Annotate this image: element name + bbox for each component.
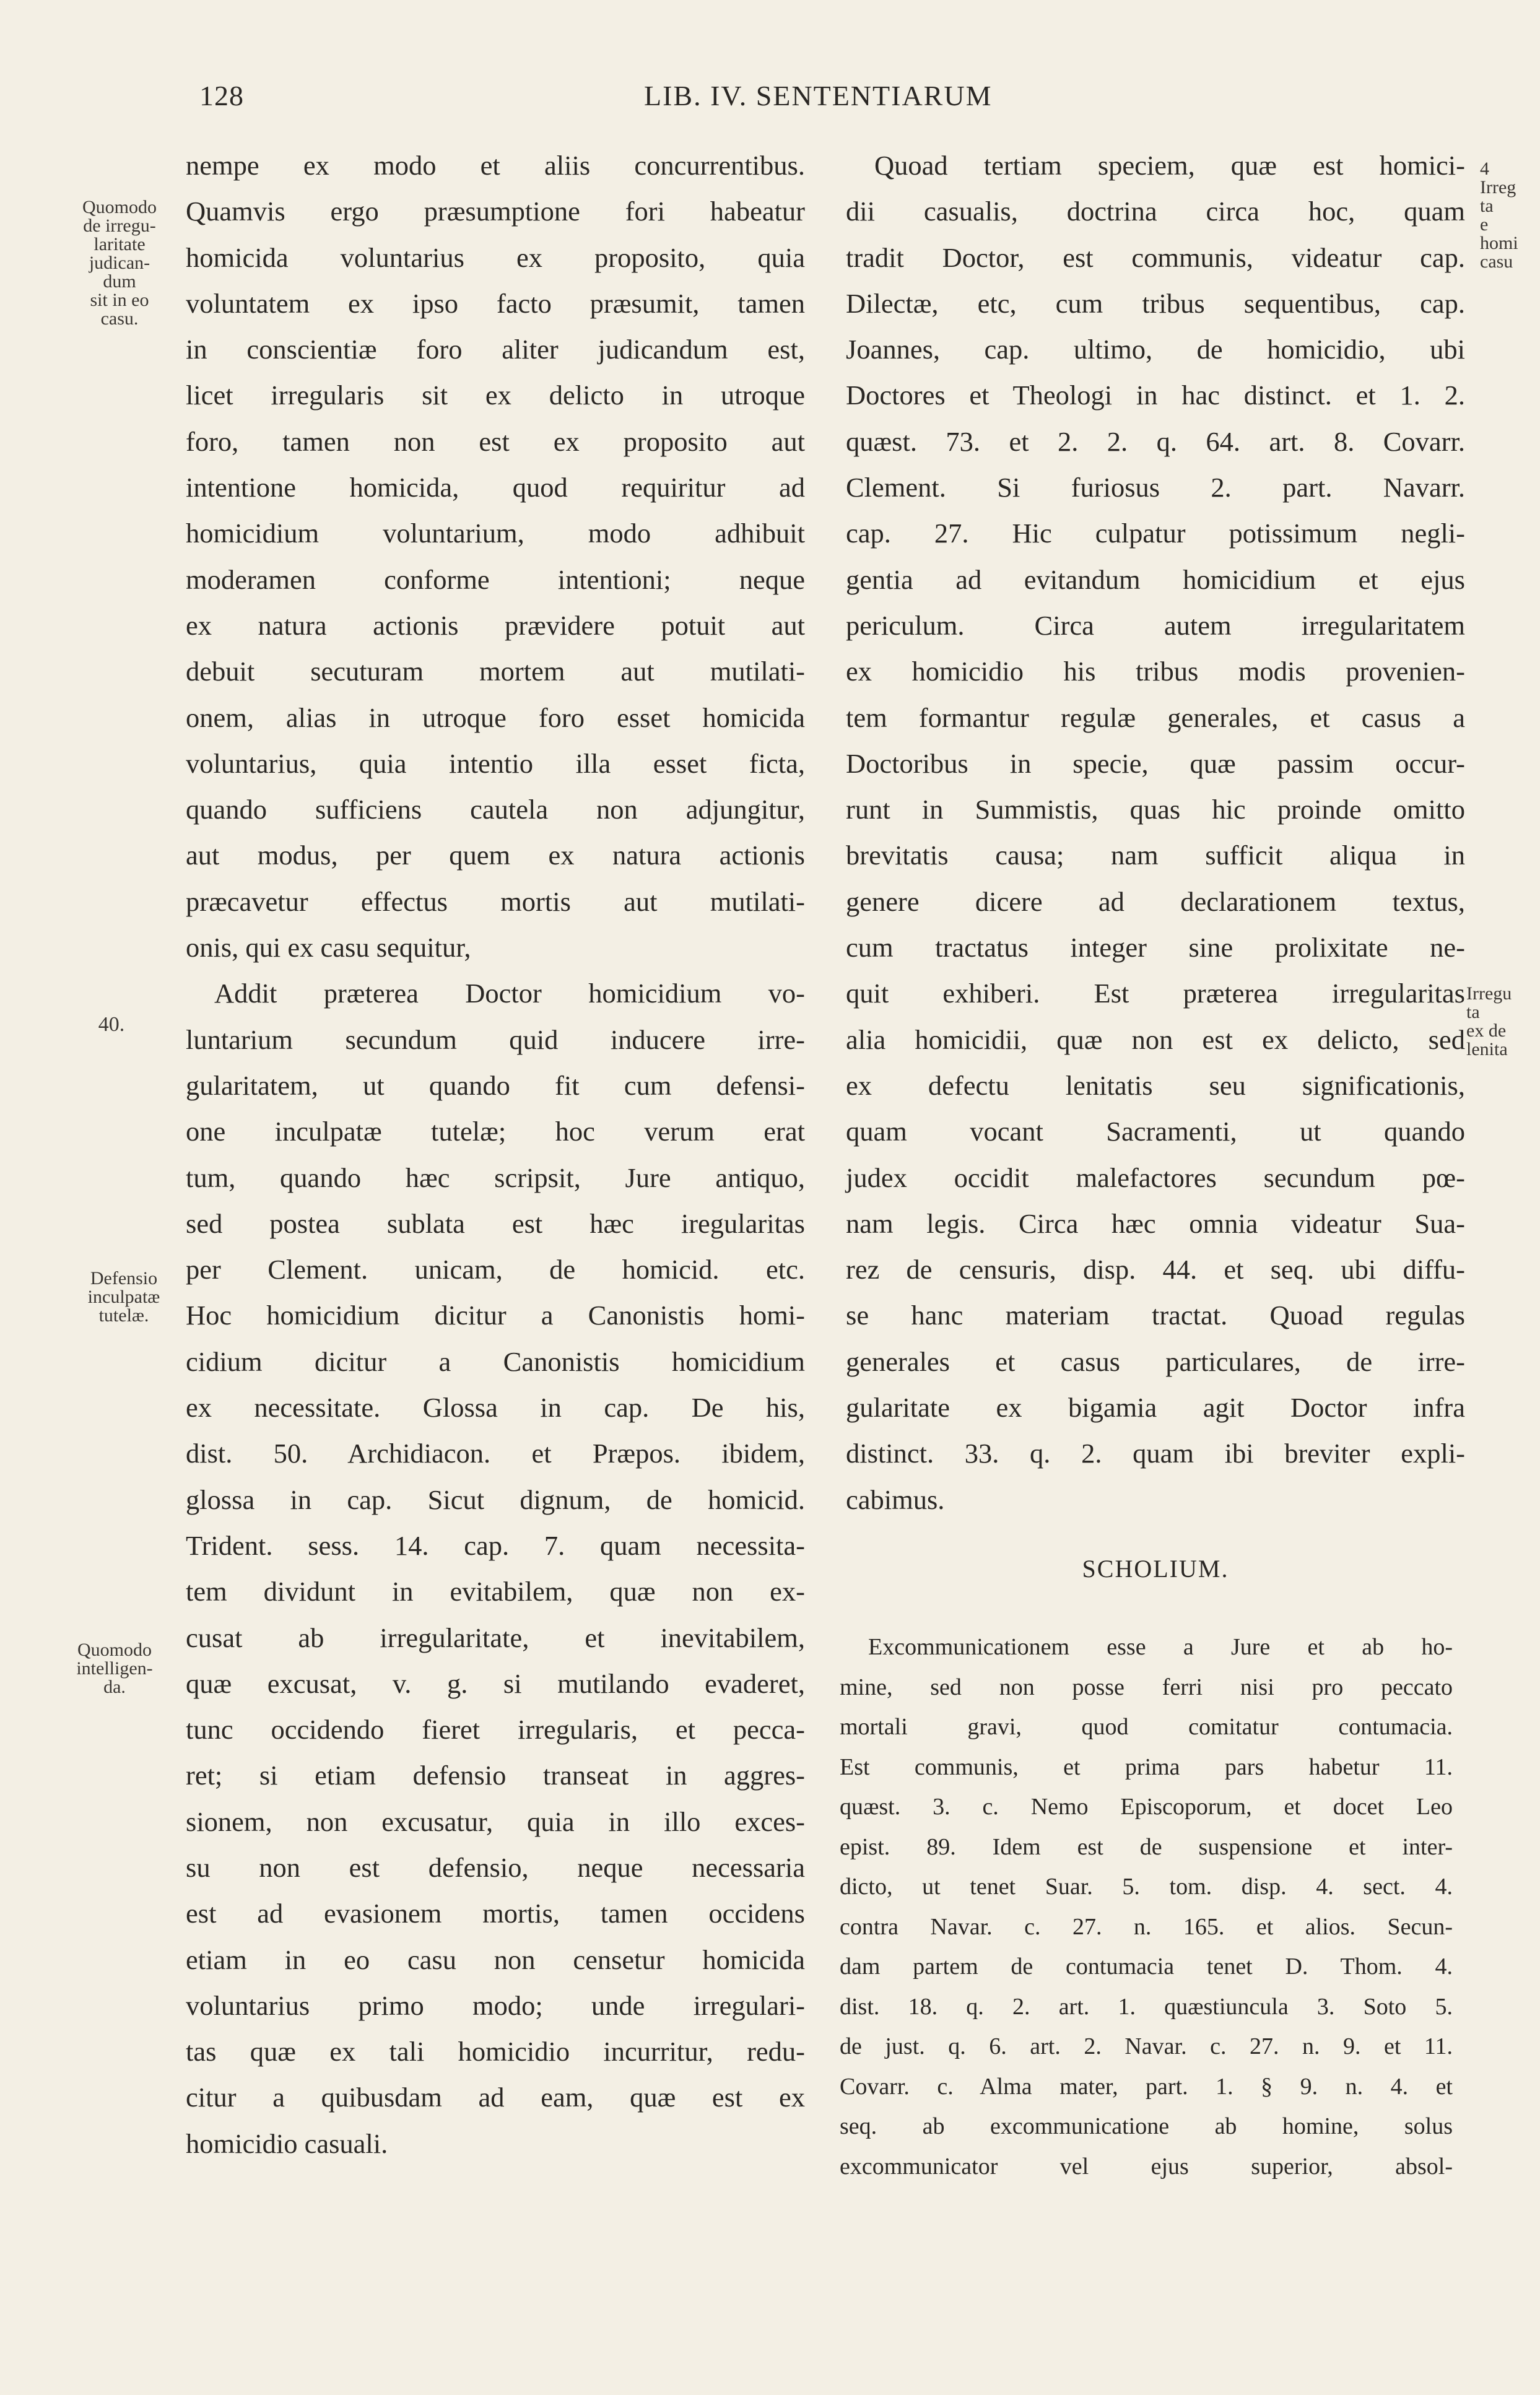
text-line: sed postea sublata est hæc iregularitas xyxy=(186,1207,805,1239)
text-line: moderamen conforme intentioni; neque xyxy=(186,563,805,595)
text-line: contra Navar. c. 27. n. 165. et alios. Secun- xyxy=(840,1913,1453,1940)
margin-note-line: Quomodo xyxy=(82,197,157,217)
text-line: seq. ab excommunicatione ab homine, solus xyxy=(840,2113,1453,2139)
margin-note-quomodo-de-irregularitate xyxy=(54,198,185,328)
text-line: ex defectu lenitatis seu significationis, xyxy=(846,1069,1465,1101)
scholium-heading: SCHOLIUM. xyxy=(1082,1555,1229,1583)
running-head: LIB. IV. SENTENTIARUM xyxy=(644,80,993,111)
text-line: su non est defensio, neque necessaria xyxy=(186,1851,805,1883)
text-line: quit exhiberi. Est præterea irregularitas xyxy=(846,978,1465,1009)
margin-note-section-number xyxy=(87,1015,136,1034)
text-line: rez de censuris, disp. 44. et seq. ubi diffu- xyxy=(846,1254,1465,1285)
text-line: gularitatem, ut quando fit cum defensi- xyxy=(186,1069,805,1101)
text-line: cidium dicitur a Canonistis homicidium xyxy=(186,1345,805,1377)
text-line: cap. 27. Hic culpatur potissimum negli- xyxy=(846,518,1465,549)
text-line: aut modus, per quem ex natura actionis xyxy=(186,840,805,871)
text-line: se hanc materiam tractat. Quoad regulas xyxy=(846,1300,1465,1331)
text-line: foro, tamen non est ex proposito aut xyxy=(186,425,805,457)
text-line: debuit secuturam mortem aut mutilati- xyxy=(186,656,805,687)
text-line: voluntarius, quia intentio illa esset ficta, xyxy=(186,747,805,779)
text-line: glossa in cap. Sicut dignum, de homicid. xyxy=(186,1484,805,1515)
text-line: Covarr. c. Alma mater, part. 1. § 9. n. 4. et xyxy=(840,2073,1453,2100)
text-line: cusat ab irregularitate, et inevitabilem, xyxy=(186,1622,805,1653)
text-line: onis, qui ex casu sequitur, xyxy=(186,932,471,963)
left-column-text xyxy=(186,142,805,2167)
text-line: tem dividunt in evitabilem, quæ non ex- xyxy=(186,1576,805,1607)
text-line: præcavetur effectus mortis aut mutilati- xyxy=(186,885,805,917)
margin-note-line: laritate xyxy=(94,234,146,254)
text-line: voluntatem ex ipso facto præsumit, tamen xyxy=(186,287,805,319)
text-line: licet irregularis sit ex delicto in utroque xyxy=(186,380,805,411)
text-line: cum tractatus integer sine prolixitate ne- xyxy=(846,932,1465,963)
text-line: quæst. 3. c. Nemo Episcoporum, et docet Leo xyxy=(840,1794,1453,1820)
text-line: homicidio casuali. xyxy=(186,2128,388,2159)
text-line: ex necessitate. Glossa in cap. De his, xyxy=(186,1392,805,1424)
text-line: mortali gravi, quod comitatur contumacia. xyxy=(840,1714,1453,1740)
text-line: tem formantur regulæ generales, et casus a xyxy=(846,702,1465,733)
text-line: homicida voluntarius ex proposito, quia xyxy=(186,241,805,273)
text-line: dam partem de contumacia tenet D. Thom. 4. xyxy=(840,1954,1453,1980)
text-line: tum, quando hæc scripsit, Jure antiquo, xyxy=(186,1162,805,1193)
text-line: homicidium voluntarium, modo adhibuit xyxy=(186,518,805,549)
text-line: epist. 89. Idem est de suspensione et inter- xyxy=(840,1833,1453,1860)
text-line: quæst. 73. et 2. 2. q. 64. art. 8. Covarr. xyxy=(846,425,1465,457)
text-line: alia homicidii, quæ non est ex delicto, sed xyxy=(846,1024,1465,1055)
text-line: quæ excusat, v. g. si mutilando evaderet, xyxy=(186,1667,805,1699)
margin-note-line: Irreg xyxy=(1480,177,1516,198)
margin-note-line: ta xyxy=(1466,1002,1480,1022)
text-line: gularitate ex bigamia agit Doctor infra xyxy=(846,1392,1465,1424)
margin-note-line: Irregu xyxy=(1466,983,1512,1004)
margin-note-right-cropped xyxy=(1466,985,1540,1059)
text-line: distinct. 33. q. 2. quam ibi breviter expli- xyxy=(846,1438,1465,1469)
text-line: Quamvis ergo præsumptione fori habeatur xyxy=(186,196,805,227)
text-line: dist. 50. Archidiacon. et Præpos. ibidem, xyxy=(186,1438,805,1469)
text-line: intentione homicida, quod requiritur ad xyxy=(186,472,805,503)
text-line: Clement. Si furiosus 2. part. Navarr. xyxy=(846,472,1465,503)
text-line: one inculpatæ tutelæ; hoc verum erat xyxy=(186,1116,805,1147)
margin-note-line: ex de xyxy=(1466,1020,1507,1041)
text-line: de just. q. 6. art. 2. Navar. c. 27. n. 9. et 11. xyxy=(840,2033,1453,2059)
text-line: Hoc homicidium dicitur a Canonistis homi- xyxy=(186,1300,805,1331)
text-line: luntarium secundum quid inducere irre- xyxy=(186,1024,805,1055)
margin-note-line: da. xyxy=(103,1677,126,1697)
text-line: gentia ad evitandum homicidium et ejus xyxy=(846,563,1465,595)
text-line: excommunicator vel ejus superior, absol- xyxy=(840,2153,1453,2180)
margin-note-line: tutelæ. xyxy=(98,1305,149,1326)
margin-note-defensio xyxy=(62,1269,186,1325)
text-line: sionem, non excusatur, quia in illo exces- xyxy=(186,1806,805,1837)
right-column-text xyxy=(846,142,1465,1523)
scholium-text xyxy=(840,1627,1453,2186)
margin-note-line: judican- xyxy=(89,253,150,273)
text-line: Trident. sess. 14. cap. 7. quam necessita- xyxy=(186,1529,805,1561)
text-line: Doctoribus in specie, quæ passim occur- xyxy=(846,747,1465,779)
margin-note-line: casu. xyxy=(100,308,139,329)
text-line: ex natura actionis prævidere potuit aut xyxy=(186,609,805,641)
margin-note-quomodo-intelligenda xyxy=(53,1641,176,1697)
text-line: judex occidit malefactores secundum pœ- xyxy=(846,1162,1465,1193)
text-line: in conscientiæ foro aliter judicandum est, xyxy=(186,334,805,365)
text-line: generales et casus particulares, de irre- xyxy=(846,1345,1465,1377)
text-line: genere dicere ad declarationem textus, xyxy=(846,885,1465,917)
margin-note-line: homi xyxy=(1480,233,1518,253)
page-number: 128 xyxy=(199,80,244,111)
text-line: Dilectæ, etc, cum tribus sequentibus, cap. xyxy=(846,287,1465,319)
margin-note-line: e xyxy=(1480,214,1489,235)
text-line: nempe ex modo et aliis concurrentibus. xyxy=(186,150,805,181)
text-line: dii casualis, doctrina circa hoc, quam xyxy=(846,196,1465,227)
text-line: dicto, ut tenet Suar. 5. tom. disp. 4. sect. 4. xyxy=(840,1874,1453,1900)
text-line: Doctores et Theologi in hac distinct. et 1. 2. xyxy=(846,380,1465,411)
text-line: periculum. Circa autem irregularitatem xyxy=(846,609,1465,641)
text-line: citur a quibusdam ad eam, quæ est ex xyxy=(186,2082,805,2113)
margin-note-right-cropped xyxy=(1480,160,1540,271)
margin-note-line: intelligen- xyxy=(76,1658,153,1679)
text-line: Quoad tertiam speciem, quæ est homici- xyxy=(874,150,1465,181)
text-line: onem, alias in utroque foro esset homicida xyxy=(186,702,805,733)
text-line: ret; si etiam defensio transeat in aggres- xyxy=(186,1760,805,1791)
margin-note-line: lenita xyxy=(1466,1039,1508,1059)
text-line: tradit Doctor, est communis, videatur cap. xyxy=(846,241,1465,273)
text-line: per Clement. unicam, de homicid. etc. xyxy=(186,1254,805,1285)
text-line: runt in Summistis, quas hic proinde omitto xyxy=(846,794,1465,825)
margin-note-line: Quomodo xyxy=(77,1640,152,1660)
text-line: tas quæ ex tali homicidio incurritur, redu- xyxy=(186,2036,805,2067)
margin-note-line: Defensio xyxy=(90,1268,158,1289)
margin-note-line: ta xyxy=(1480,196,1494,216)
text-line: tunc occidendo fieret irregularis, et pecca- xyxy=(186,1714,805,1745)
text-line: Joannes, cap. ultimo, de homicidio, ubi xyxy=(846,334,1465,365)
text-line: Excommunicationem esse a Jure et ab ho- xyxy=(868,1634,1453,1660)
text-line: brevitatis causa; nam sufficit aliqua in xyxy=(846,840,1465,871)
margin-note-line: dum xyxy=(103,271,136,292)
text-line: mine, sed non posse ferri nisi pro peccato xyxy=(840,1674,1453,1700)
margin-note-line: inculpatæ xyxy=(87,1287,160,1307)
text-line: etiam in eo casu non censetur homicida xyxy=(186,1944,805,1975)
text-line: Est communis, et prima pars habetur 11. xyxy=(840,1754,1453,1780)
margin-note-line: 4 xyxy=(1480,159,1489,179)
text-line: quando sufficiens cautela non adjungitur, xyxy=(186,794,805,825)
text-line: quam vocant Sacramenti, ut quando xyxy=(846,1116,1465,1147)
text-line: ex homicidio his tribus modis provenien- xyxy=(846,656,1465,687)
margin-note-line: de irregu- xyxy=(83,215,156,236)
text-line: cabimus. xyxy=(846,1484,945,1515)
margin-note-line: casu xyxy=(1480,251,1513,272)
margin-note-line: 40. xyxy=(98,1013,125,1036)
text-line: Addit præterea Doctor homicidium vo- xyxy=(214,978,805,1009)
text-line: nam legis. Circa hæc omnia videatur Sua- xyxy=(846,1207,1465,1239)
margin-note-line: sit in eo xyxy=(90,290,149,310)
text-line: voluntarius primo modo; unde irregulari- xyxy=(186,1989,805,2021)
text-line: dist. 18. q. 2. art. 1. quæstiuncula 3. Soto 5. xyxy=(840,1993,1453,2020)
text-line: est ad evasionem mortis, tamen occidens xyxy=(186,1898,805,1929)
